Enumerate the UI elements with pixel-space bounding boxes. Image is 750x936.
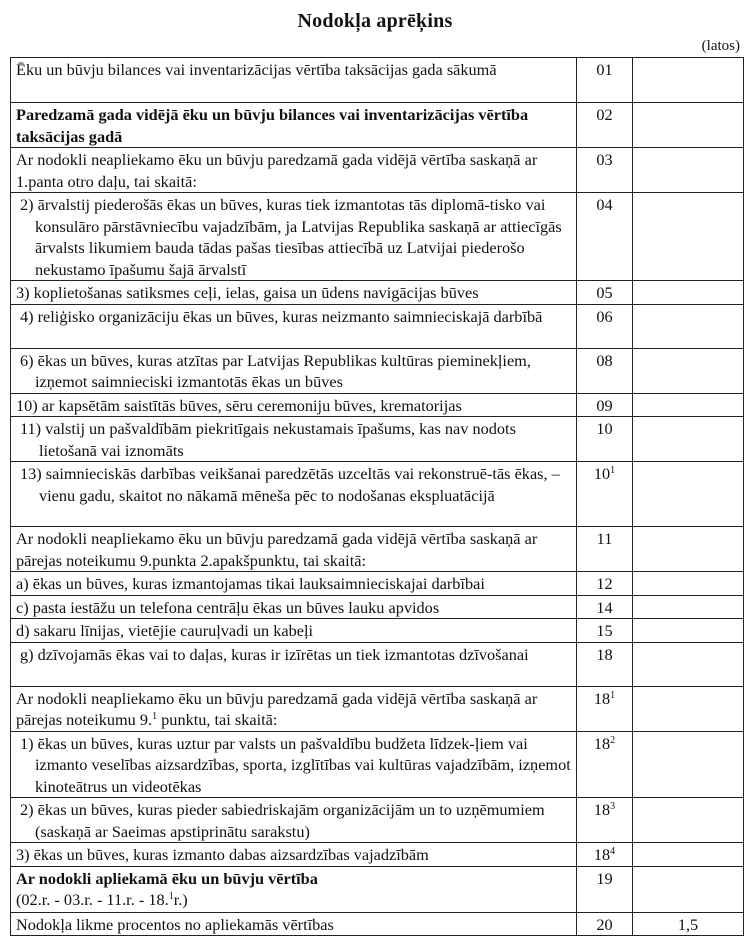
row-code-number: 18 <box>593 688 611 708</box>
row-code-number: 15 <box>596 621 613 640</box>
table-row <box>11 393 744 417</box>
row-description: Ar nodokli neapliekamo ēku un būvju paredzamā gada vidējā vērtība saskaņā ar 1.panta otro daļu, tai skaitā: <box>11 148 577 193</box>
row-description-text: 2) ēkas un būves, kuras pieder sabiedriskajām organizācijām un to uzņēmumiem (saskaņā ar Saeimas apstiprinātu sarakstu) <box>20 800 545 841</box>
row-description-text: Ar nodokli neapliekamo ēku un būvju paredzamā gada vidējā vērtība saskaņā ar pārejas noteikumu 9. <box>16 688 538 729</box>
row-code-number: 10 <box>596 419 613 438</box>
row-description-text: 1) ēkas un būves, kuras uztur par valsts un pašvaldību budžeta līdzek-ļiem vai izmanto veselības aizsardzības, sporta, izglītības vai kultūras vajadzībām, izņemot kinoteātrus un videotēkas <box>20 733 571 796</box>
row-description-text: g) dzīvojamās ēkas vai to daļas, kuras ir izīrētas un tiek izmantotas dzīvošanai <box>20 644 529 664</box>
row-description-text: 4) reliģisko organizāciju ēkas un būves, kuras neizmanto saimnieciskajā darbībā <box>20 306 543 326</box>
row-value-cell[interactable] <box>633 281 744 305</box>
row-code-number: 03 <box>596 150 613 169</box>
row-description-text: 6) ēkas un būves, kuras atzītas par Latvijas Republikas kultūras pieminekļiem, izņemot saimnieciski izmantotās ēkas un būves <box>20 350 531 391</box>
row-code <box>577 595 633 619</box>
table-row <box>11 348 744 393</box>
row-code-superscript: 1 <box>610 689 616 701</box>
row-value-cell[interactable] <box>633 572 744 596</box>
table-row <box>11 843 744 867</box>
row-description <box>11 686 577 731</box>
row-value-cell[interactable] <box>633 462 744 527</box>
row-value-cell[interactable] <box>633 58 744 103</box>
row-code-number: 09 <box>596 395 613 415</box>
table-row <box>11 595 744 619</box>
row-description <box>11 304 577 348</box>
row-code <box>577 798 633 843</box>
table-row <box>11 912 744 936</box>
row-code <box>577 304 633 348</box>
tax-rate-value[interactable]: 1,5 <box>633 912 744 936</box>
row-code <box>577 58 633 103</box>
row-value-cell[interactable] <box>633 193 744 281</box>
text-superscript: 1 <box>152 711 158 722</box>
row-value-cell[interactable] <box>633 304 744 348</box>
row-code <box>577 193 633 281</box>
row-formula: (02.r. - 03.r. - 11.r. - 18. <box>16 890 169 909</box>
row-code-superscript: 4 <box>610 846 616 857</box>
row-code <box>577 686 633 731</box>
row-value-cell[interactable] <box>633 417 744 462</box>
row-value-cell[interactable] <box>633 798 744 843</box>
formula-superscript: 1 <box>168 891 174 902</box>
row-code-number: 18 <box>596 644 613 664</box>
row-description <box>11 798 577 843</box>
row-value-cell[interactable] <box>633 642 744 686</box>
table-row <box>11 686 744 731</box>
page-title: Nodokļa aprēķins <box>297 10 453 32</box>
row-code-superscript: 3 <box>610 801 616 812</box>
row-value-cell[interactable] <box>633 148 744 193</box>
row-code-number: 14 <box>596 597 613 617</box>
row-value-cell[interactable] <box>633 393 744 417</box>
row-code <box>577 103 633 148</box>
row-description: Ar nodokli neapliekamo ēku un būvju paredzamā gada vidējā vērtība saskaņā ar pārejas noteikumu 9.punkta 2.apakšpunktu, tai skaitā: <box>11 527 577 572</box>
currency-unit-label: (latos) <box>701 38 740 54</box>
row-description: c) pasta iestāžu un telefona centrāļu ēkas un būves lauku apvidos <box>11 595 577 619</box>
table-row <box>11 193 744 281</box>
row-value-cell[interactable] <box>633 686 744 731</box>
row-code-number: 05 <box>596 283 613 302</box>
row-code-number: 08 <box>596 350 613 370</box>
row-code <box>577 619 633 643</box>
row-description: Nodokļa likme procentos no apliekamās vērtības <box>11 912 577 936</box>
row-description <box>11 462 577 527</box>
row-code-superscript: 1 <box>610 465 616 476</box>
row-description-text: 13) saimnieciskās darbības veikšanai paredzētās uzceltās vai rekonstruē-tās ēkas, – vienu gadu, skaitot no nākamā mēneša pēc to nodošanas ekspluatācijā <box>20 464 560 505</box>
row-code-number: 06 <box>596 306 613 326</box>
row-description-text: 2) ārvalstij piederošās ēkas un būves, kuras tiek izmantotas tās diplomā-tisko vai konsulāro pārstāvniecību vajadzībām, ja Latvijas Republika saskaņā ar attiecīgās ārvalsts likumiem bauda tādas pašas tiesības attiecībā uz Latvijai piederošo nekustamo īpašumu šajā ārvalstī <box>20 195 562 279</box>
row-description <box>11 642 577 686</box>
row-description: 3) ēkas un būves, kuras izmanto dabas aizsardzības vajadzībām <box>11 843 577 867</box>
row-description: 10) ar kapsētām saistītās būves, sēru ceremoniju būves, krematorijas <box>11 393 577 417</box>
table-row <box>11 304 744 348</box>
table-row <box>11 462 744 527</box>
row-code-superscript: 2 <box>610 734 616 746</box>
row-description: Ēku un būvju bilances vai inventarizācijas vērtība taksācijas gada sākumā <box>11 58 577 103</box>
row-code <box>577 843 633 867</box>
table-row <box>11 642 744 686</box>
row-value-cell[interactable] <box>633 103 744 148</box>
row-code <box>577 393 633 417</box>
row-code <box>577 731 633 798</box>
row-value-cell[interactable] <box>633 731 744 798</box>
row-description-text: Ar nodokli apliekamā ēku un būvju vērtība <box>16 868 318 888</box>
row-value-cell[interactable] <box>633 527 744 572</box>
row-value-cell[interactable] <box>633 619 744 643</box>
row-code <box>577 348 633 393</box>
row-code-number: 18 <box>593 733 611 753</box>
table-row <box>11 148 744 193</box>
row-description: a) ēkas un būves, kuras izmantojamas tikai lauksaimnieciskajai darbībai <box>11 572 577 596</box>
table-row <box>11 866 744 912</box>
row-code-number: 18 <box>593 845 611 864</box>
table-row <box>11 798 744 843</box>
row-code-number: 20 <box>596 914 613 934</box>
row-value-cell[interactable] <box>633 595 744 619</box>
row-code-number: 10 <box>593 464 611 483</box>
row-code <box>577 281 633 305</box>
row-code-number: 11 <box>596 529 613 548</box>
table-row <box>11 281 744 305</box>
row-code-number: 01 <box>596 60 613 79</box>
row-code <box>577 148 633 193</box>
row-code <box>577 642 633 686</box>
row-description-text-end: punktu, tai skaitā: <box>157 710 278 729</box>
row-description: d) sakaru līnijas, vietējie cauruļvadi un kabeļi <box>11 619 577 643</box>
row-code-number: 12 <box>596 574 613 593</box>
row-description <box>11 866 577 912</box>
tax-calculation-table <box>10 57 744 936</box>
table-row <box>11 572 744 596</box>
row-value-cell[interactable] <box>633 866 744 912</box>
table-row <box>11 527 744 572</box>
row-description <box>11 348 577 393</box>
row-code <box>577 462 633 527</box>
row-code <box>577 572 633 596</box>
row-description-text: 11) valstij un pašvaldībām piekritīgais nekustamais īpašums, kas nav nodots lietošanā vai iznomāts <box>20 419 516 460</box>
row-description <box>11 417 577 462</box>
row-code <box>577 912 633 936</box>
row-code-number: 02 <box>596 105 613 124</box>
row-code-number: 04 <box>596 195 613 214</box>
row-value-cell[interactable] <box>633 843 744 867</box>
row-code <box>577 417 633 462</box>
row-code <box>577 866 633 912</box>
row-description <box>11 731 577 798</box>
row-code-number: 19 <box>596 868 613 888</box>
table-row <box>11 619 744 643</box>
row-code-number: 18 <box>593 800 611 819</box>
row-value-cell[interactable] <box>633 348 744 393</box>
table-row <box>11 58 744 103</box>
row-code <box>577 527 633 572</box>
row-description <box>11 193 577 281</box>
row-formula-end: r.) <box>173 890 188 909</box>
row-description: Paredzamā gada vidējā ēku un būvju bilances vai inventarizācijas vērtība taksācijas gadā <box>11 103 577 148</box>
row-description: 3) koplietošanas satiksmes ceļi, ielas, gaisa un ūdens navigācijas būves <box>11 281 577 305</box>
table-row <box>11 417 744 462</box>
table-row <box>11 731 744 798</box>
table-row <box>11 103 744 148</box>
